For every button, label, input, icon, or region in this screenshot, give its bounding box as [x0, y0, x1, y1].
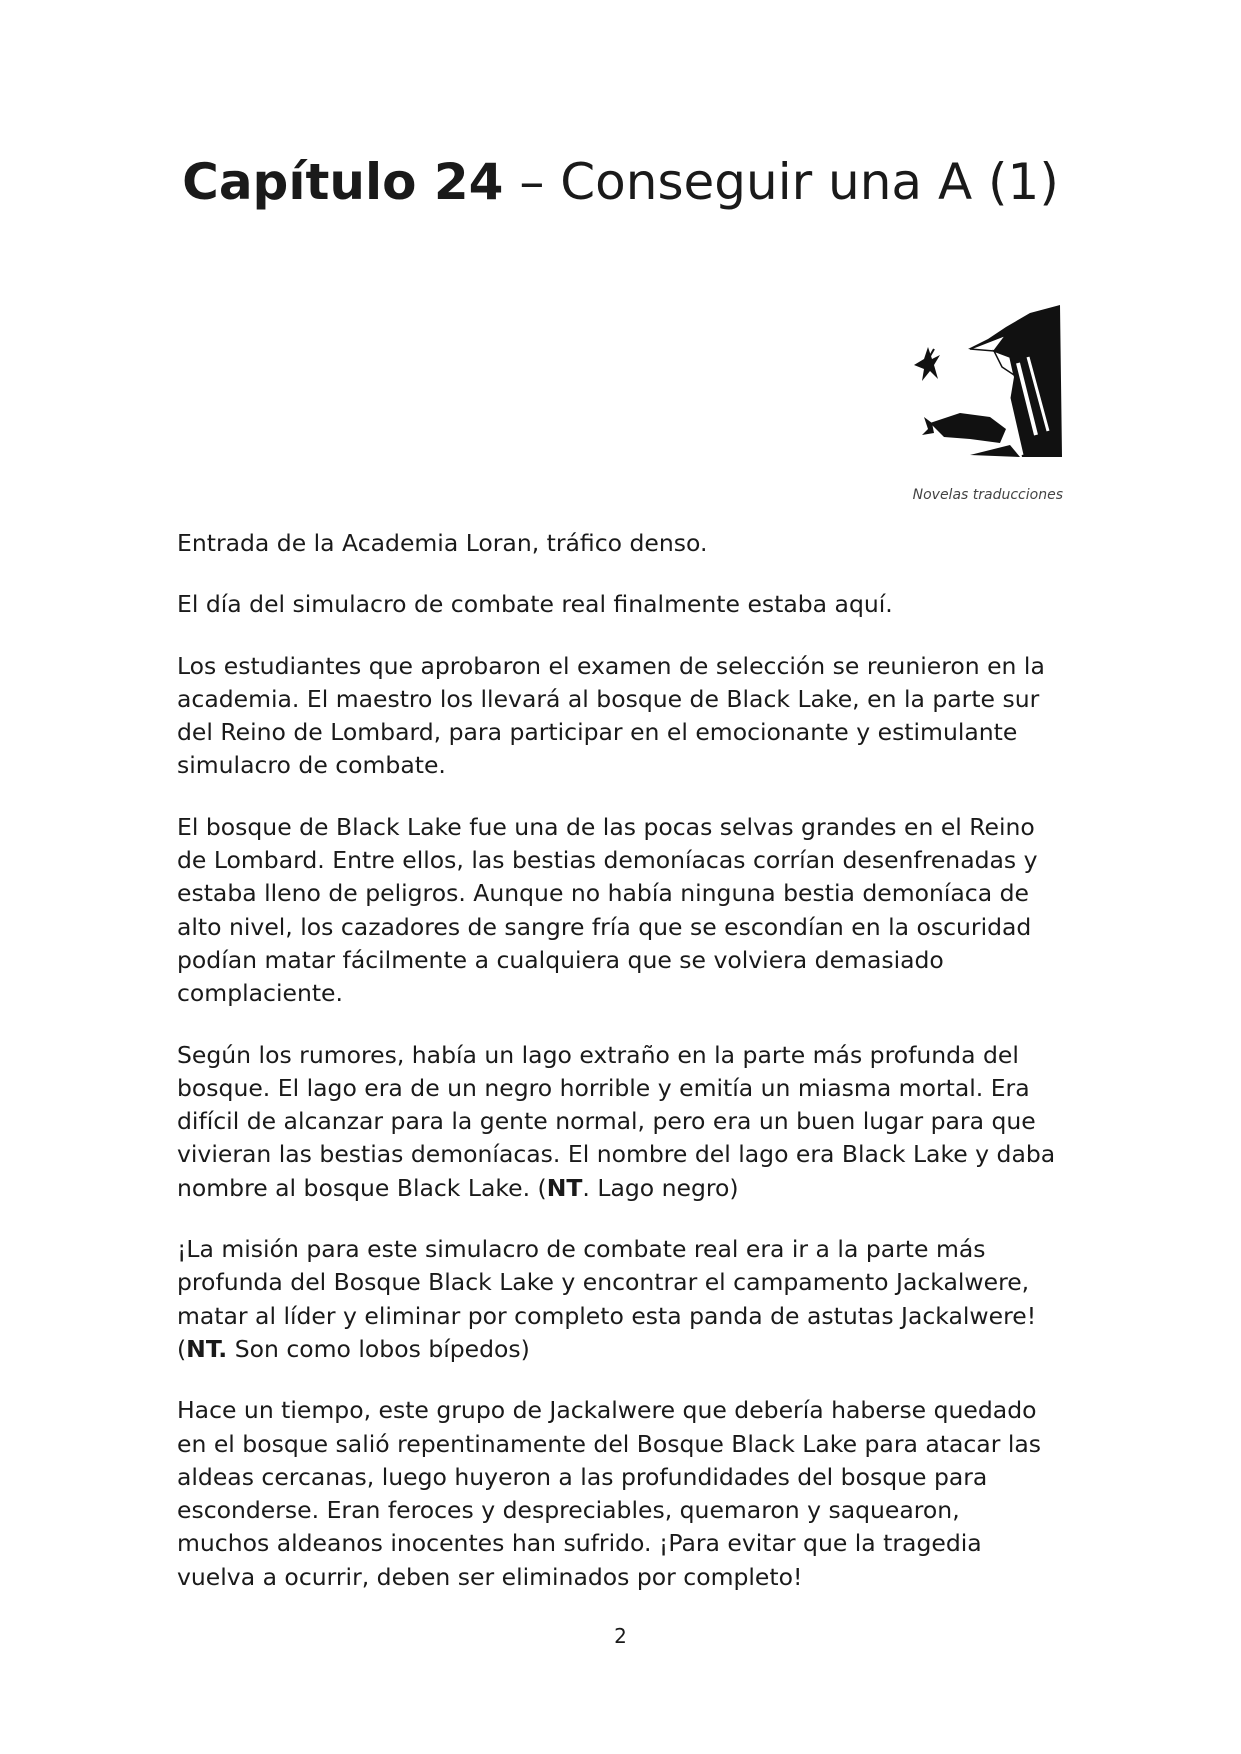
chapter-title — [0, 150, 1241, 214]
paragraph-text: ¡La misión para este simulacro de combate real era ir a la parte más profunda del Bosque Black Lake y encontrar el campamento Jackalwere, matar al líder y eliminar por completo esta panda de astutas Jackalwere! ( — [177, 1235, 1037, 1363]
paragraph: Hace un tiempo, este grupo de Jackalwere que debería haberse quedado en el bosque salió repentinamente del Bosque Black Lake para atacar las aldeas cercanas, luego huyeron a las profundidades del bosque para esconderse. Eran feroces y despreciables, quemaron y saquearon, muchos aldeanos inocentes han sufrido. ¡Para evitar que la tragedia vuelva a ocurrir, deben ser eliminados por completo! — [177, 1396, 1041, 1591]
paragraph: El bosque de Black Lake fue una de las pocas selvas grandes en el Reino de Lombard. Entre ellos, las bestias demoníacas corrían desenfrenadas y estaba lleno de peligros. Aunque no había ninguna bestia demoníaca de alto nivel, los cazadores de sangre fría que se escondían en la oscuridad podían matar fácilmente a cualquiera que se volviera demasiado complaciente. — [177, 812, 1038, 1008]
paragraph — [177, 1233, 1057, 1366]
paragraph-text: Son como lobos bípedos) — [227, 1334, 530, 1363]
hooded-figure-with-bird-icon — [910, 305, 1062, 457]
chapter-number: Capítulo 24 — [182, 153, 504, 211]
translator-note-marker: NT — [546, 1173, 583, 1202]
paragraph-text: Según los rumores, había un lago extraño en la parte más profunda del bosque. El lago era de un negro horrible y emitía un miasma mortal. Era difícil de alcanzar para la gente normal, pero era un buen lugar para que vivieran las bestias demoníacas. El nombre del lago era Black Lake y daba nombre al bosque Black Lake. ( — [177, 1040, 1056, 1202]
chapter-name: – Conseguir una A (1) — [503, 153, 1059, 211]
translator-note-marker: NT. — [186, 1334, 228, 1363]
paragraph: El día del simulacro de combate real finalmente estaba aquí. — [177, 590, 893, 619]
paragraph: Entrada de la Academia Loran, tráfico denso. — [177, 529, 708, 557]
logo-caption: Novelas traducciones — [912, 487, 1063, 503]
chapter-body — [177, 527, 1057, 1622]
paragraph — [177, 1039, 1057, 1205]
paragraph: Los estudiantes que aprobaron el examen de selección se reunieron en la academia. El maestro los llevará al bosque de Black Lake, en la parte sur del Reino de Lombard, para participar en el emocionante y estimulante simulacro de combate. — [177, 651, 1045, 780]
paragraph-text: . Lago negro) — [582, 1173, 739, 1202]
page-number: 2 — [614, 1624, 627, 1648]
